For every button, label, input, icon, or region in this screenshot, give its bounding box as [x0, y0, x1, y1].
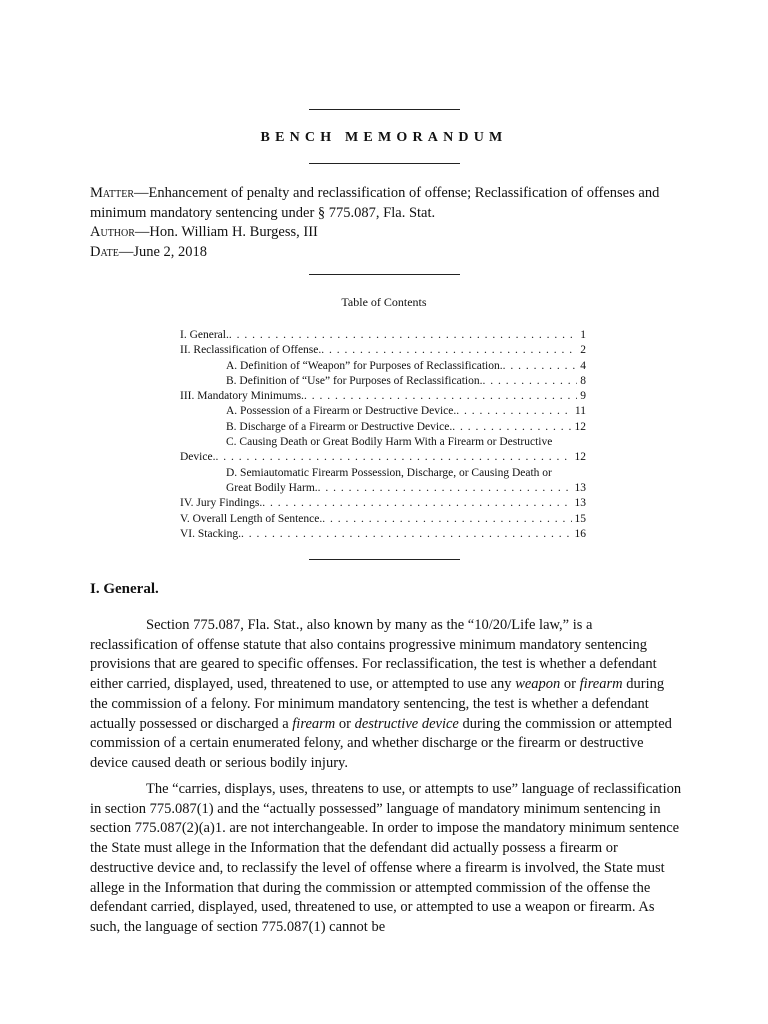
divider	[309, 559, 460, 560]
divider	[309, 109, 460, 110]
toc-entry-weapon-definition[interactable]: A. Definition of “Weapon” for Purposes of Reclassification. . . . 4	[180, 359, 586, 374]
date-text: —June 2, 2018	[118, 243, 208, 260]
table-of-contents	[180, 328, 586, 542]
matter-label: Matter	[90, 185, 135, 201]
date-line	[90, 243, 690, 263]
divider	[309, 163, 460, 164]
toc-entry-stacking[interactable]: VI. Stacking. . . . 16	[180, 527, 586, 542]
author-label: Author	[90, 224, 135, 240]
toc-entry-possession[interactable]: A. Possession of a Firearm or Destructive Device. . . . 11	[180, 404, 586, 419]
divider	[309, 274, 460, 275]
body-paragraph: Section 775.087, Fla. Stat., also known by many as the “10/20/Life law,” is a reclassification of offense statute that also contains progressive minimum mandatory sentencing provisions that are geared to specific offenses. For reclassification, the test is whether a defendant either carried, displayed, used, threatened to use, or attempted to use any weapon or firearm during the commission of a felony. For minimum mandatory sentencing, the test is whether a defendant actually possessed or discharged a firearm or destructive device during the commission or attempted commission of a certain enumerated felony, and whether discharge or the firearm or destructive device caused death or serious bodily injury.	[90, 617, 672, 771]
body-paragraph: The “carries, displays, uses, threatens to use, or attempts to use” language of reclassification in section 775.087(1) and the “actually possessed” language of mandatory minimum sentencing in section 775.087(2)(a)1. are not interchangeable. In order to impose the mandatory minimum sentence the State must allege in the Information that the defendant did actually possess a firearm or destructive device and, to reclassify the level of offense where a firearm is involved, the State must allege in the Information that during the commission or attempted commission of the offense the defendant carried, displayed, used, threatened to use, or attempted to use a weapon or firearm. As such, the language of section 775.087(1) cannot be	[90, 781, 682, 935]
toc-entry-semiautomatic[interactable]: Great Bodily Harm. . . . 13	[180, 481, 586, 496]
matter-line	[90, 184, 690, 223]
author-line	[90, 223, 690, 243]
toc-entry-mandatory-minimums[interactable]: III. Mandatory Minimums. . . . 9	[180, 389, 586, 404]
toc-entry-semiautomatic-line1[interactable]: D. Semiautomatic Firearm Possession, Discharge, or Causing Death or	[226, 466, 552, 479]
section-heading-general: I. General.	[90, 581, 159, 597]
toc-entry-reclassification[interactable]: II. Reclassification of Offense. . . . 2	[180, 343, 586, 358]
memo-title: BENCH MEMORANDUM	[260, 130, 508, 145]
toc-entry-sentence-length[interactable]: V. Overall Length of Sentence. . . . 15	[180, 512, 586, 527]
toc-entry-discharge[interactable]: B. Discharge of a Firearm or Destructive Device. . . . 12	[180, 420, 586, 435]
toc-entry-death-harm[interactable]: Device. . . . 12	[180, 450, 586, 465]
toc-entry-general[interactable]: I. General. . . . 1	[180, 328, 586, 343]
matter-text: —Enhancement of penalty and reclassification of offense; Reclassification of offenses and minimum mandatory sentencing under § 775.087, Fla. Stat.	[90, 185, 660, 221]
date-label: Date	[90, 243, 119, 260]
toc-entry-jury-findings[interactable]: IV. Jury Findings. . . . 13	[180, 496, 586, 511]
memo-meta	[90, 184, 690, 262]
toc-entry-death-harm-line1[interactable]: C. Causing Death or Great Bodily Harm With a Firearm or Destructive	[226, 436, 553, 449]
author-text: —Hon. William H. Burgess, III	[134, 224, 318, 240]
toc-entry-use-definition[interactable]: B. Definition of “Use” for Purposes of Reclassification. . . . 8	[180, 374, 586, 389]
toc-title: Table of Contents	[341, 295, 427, 309]
